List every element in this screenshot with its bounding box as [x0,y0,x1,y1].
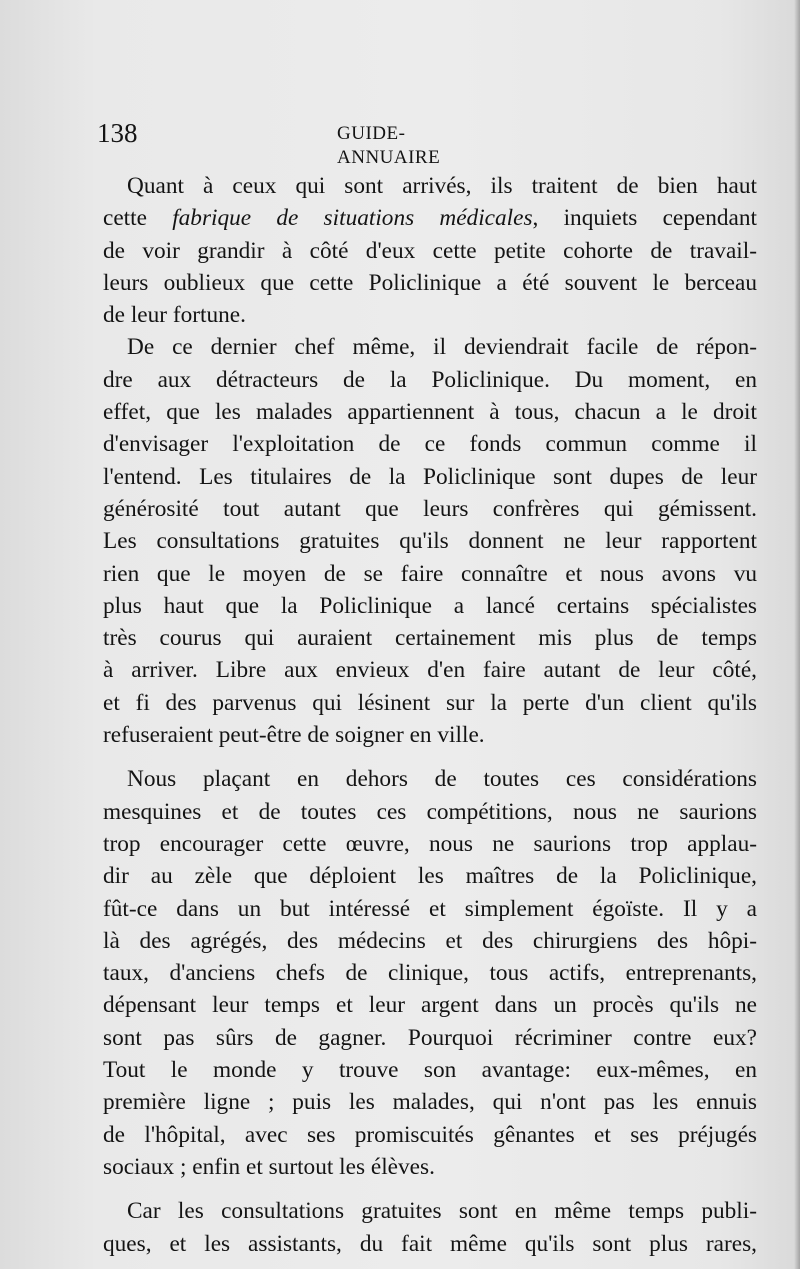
running-head: GUIDE-ANNUAIRE [337,123,441,168]
text-line: trop encourager cette œuvre, nous ne saurions trop applau- [103,830,757,857]
text-line: à arriver. Libre aux envieux d'en faire autant de leur côté, [103,657,757,684]
text-line: dépensant leur temps et leur argent dans un procès qu'ils ne [103,992,757,1019]
text-line: ques, et les assistants, du fait même qu'ils sont plus rares, [103,1230,757,1257]
text-line: taux, d'anciens chefs de clinique, tous actifs, entreprenants, [103,960,757,987]
text-line: de voir grandir à côté d'eux cette petite cohorte de travail- [103,237,757,264]
text-line: rien que le moyen de se faire connaître et nous avons vu [103,560,757,587]
text-line: générosité tout autant que leurs confrères qui gémissent. [103,495,757,522]
text-line: leurs oublieux que cette Policlinique a été souvent le berceau [103,269,757,296]
text-line: très courus qui auraient certainement mis plus de temps [103,625,757,652]
text-line: fût-ce dans un but intéressé et simplement égoïste. Il y a [103,895,757,922]
paragraph-2 [103,331,757,751]
paragraph-1 [103,170,757,331]
text-line: effet, que les malades appartiennent à tous, chacun a le droit [103,399,757,426]
page-header [97,118,507,168]
italic-phrase: fabrique de situations médicales [172,205,533,232]
text-line: Car les consultations gratuites sont en même temps publi- [127,1198,757,1225]
text-line: mesquines et de toutes ces compétitions, nous ne saurions [103,798,757,825]
text-line: l'entend. Les titulaires de la Policlinique sont dupes de leur [103,463,757,490]
page-number: 138 [97,118,138,148]
text-line: Nous plaçant en dehors de toutes ces considérations [127,766,757,793]
paragraph-4 [103,1195,757,1260]
text-line: Tout le monde y trouve son avantage: eux-mêmes, en [103,1057,757,1084]
text-line: cette fabrique de situations médicales, inquiets cependant [103,205,757,232]
text-line: Les consultations gratuites qu'ils donnent ne leur rapportent [103,528,757,555]
page-edge-shadow [794,0,800,1269]
text-line: sont pas sûrs de gagner. Pourquoi récriminer contre eux? [103,1024,757,1051]
text-line: de leur fortune. [103,302,246,329]
text-line: dre aux détracteurs de la Policlinique. Du moment, en [103,366,757,393]
text-line: refuseraient peut-être de soigner en ville. [103,722,485,749]
body-text [103,170,757,1260]
text-line: Quant à ceux qui sont arrivés, ils traitent de bien haut [127,173,757,199]
text-line: là des agrégés, des médecins et des chirurgiens des hôpi- [103,927,757,954]
text-line: sociaux ; enfin et surtout les élèves. [103,1153,435,1180]
text-line: De ce dernier chef même, il deviendrait facile de répon- [127,334,757,361]
paragraph-3 [103,763,757,1183]
text-line: et fi des parvenus qui lésinent sur la perte d'un client qu'ils [103,689,757,716]
text-line: plus haut que la Policlinique a lancé certains spécialistes [103,592,757,619]
text-line: de l'hôpital, avec ses promiscuités gênantes et ses préjugés [103,1121,757,1148]
text-line: dir au zèle que déploient les maîtres de la Policlinique, [103,863,757,890]
text-line: première ligne ; puis les malades, qui n'ont pas les ennuis [103,1089,757,1116]
text-line: d'envisager l'exploitation de ce fonds commun comme il [103,431,757,458]
